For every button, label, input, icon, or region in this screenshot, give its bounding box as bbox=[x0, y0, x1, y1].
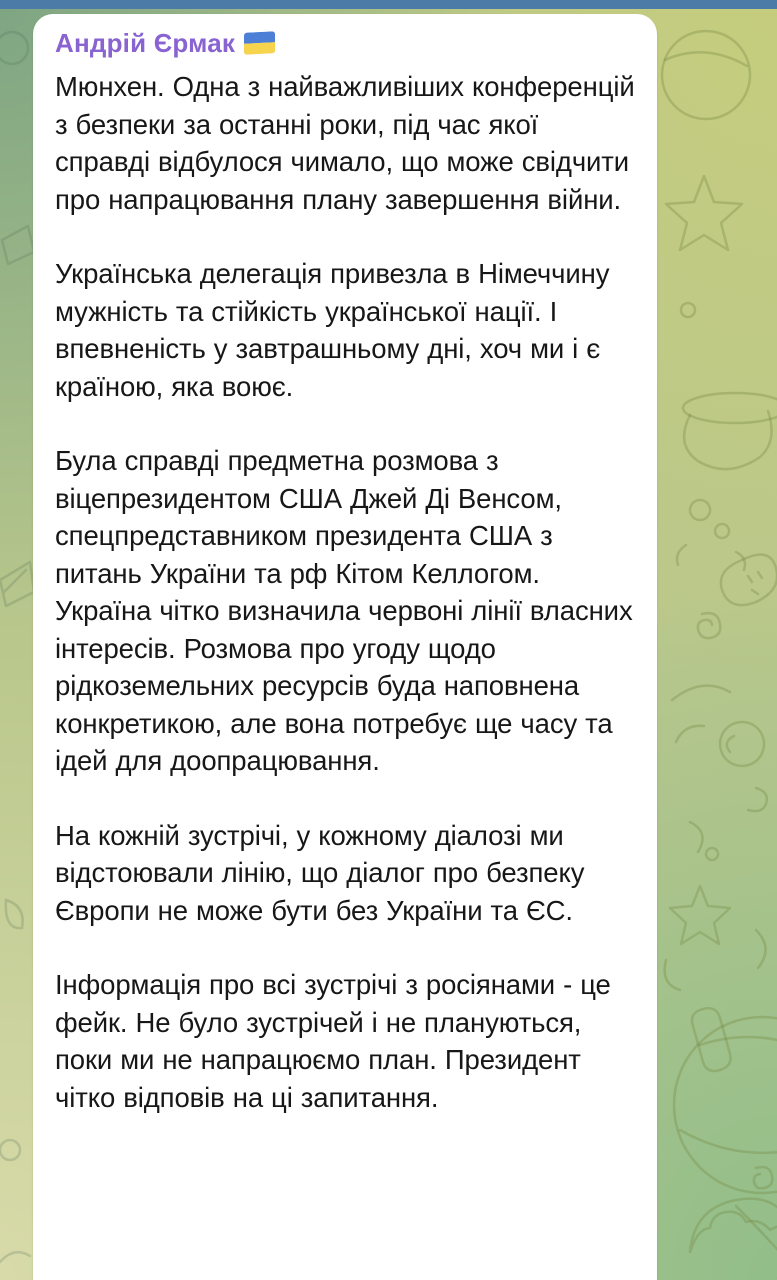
message-paragraph: На кожній зустрічі, у кожному діалозі ми відстоювали лінію, що діалог про безпеку Європи не може бути без України та ЄС. bbox=[55, 819, 585, 926]
sender-row[interactable] bbox=[55, 28, 637, 58]
message-paragraph: Мюнхен. Одна з найважливіших конференцій з безпеки за останні роки, під час якої справді відбулося чимало, що може свідчити про напрацювання плану завершення війни. bbox=[55, 71, 635, 215]
message-bubble bbox=[33, 14, 657, 1280]
message-paragraph: Була справді предметна розмова з віцепрезидентом США Джей Ді Венсом, спецпредставником президента США з питань України та рф Кітом Келлогом. Україна чітко визначила червоні лінії власних інтересів. Розмова про угоду щодо рідкоземельних ресурсів буда наповнена конкретикою, але вона потребує ще часу та ідей для доопрацювання. bbox=[55, 445, 633, 776]
message-paragraph: Українська делегація привезла в Німеччину мужність та стійкість української нації. І впевненість у завтрашньому дні, хоч ми і є країною, яка воює. bbox=[55, 258, 610, 402]
message-paragraph: Інформація про всі зустрічі з росіянами - це фейк. Не було зустрічей і не плануються, поки ми не напрацюємо план. Президент чітко відповів на ці запитання. bbox=[55, 969, 611, 1113]
ukraine-flag-icon bbox=[244, 31, 275, 55]
top-bar bbox=[0, 0, 777, 9]
message-text bbox=[55, 68, 637, 1116]
sender-name[interactable]: Андрій Єрмак bbox=[55, 28, 236, 58]
